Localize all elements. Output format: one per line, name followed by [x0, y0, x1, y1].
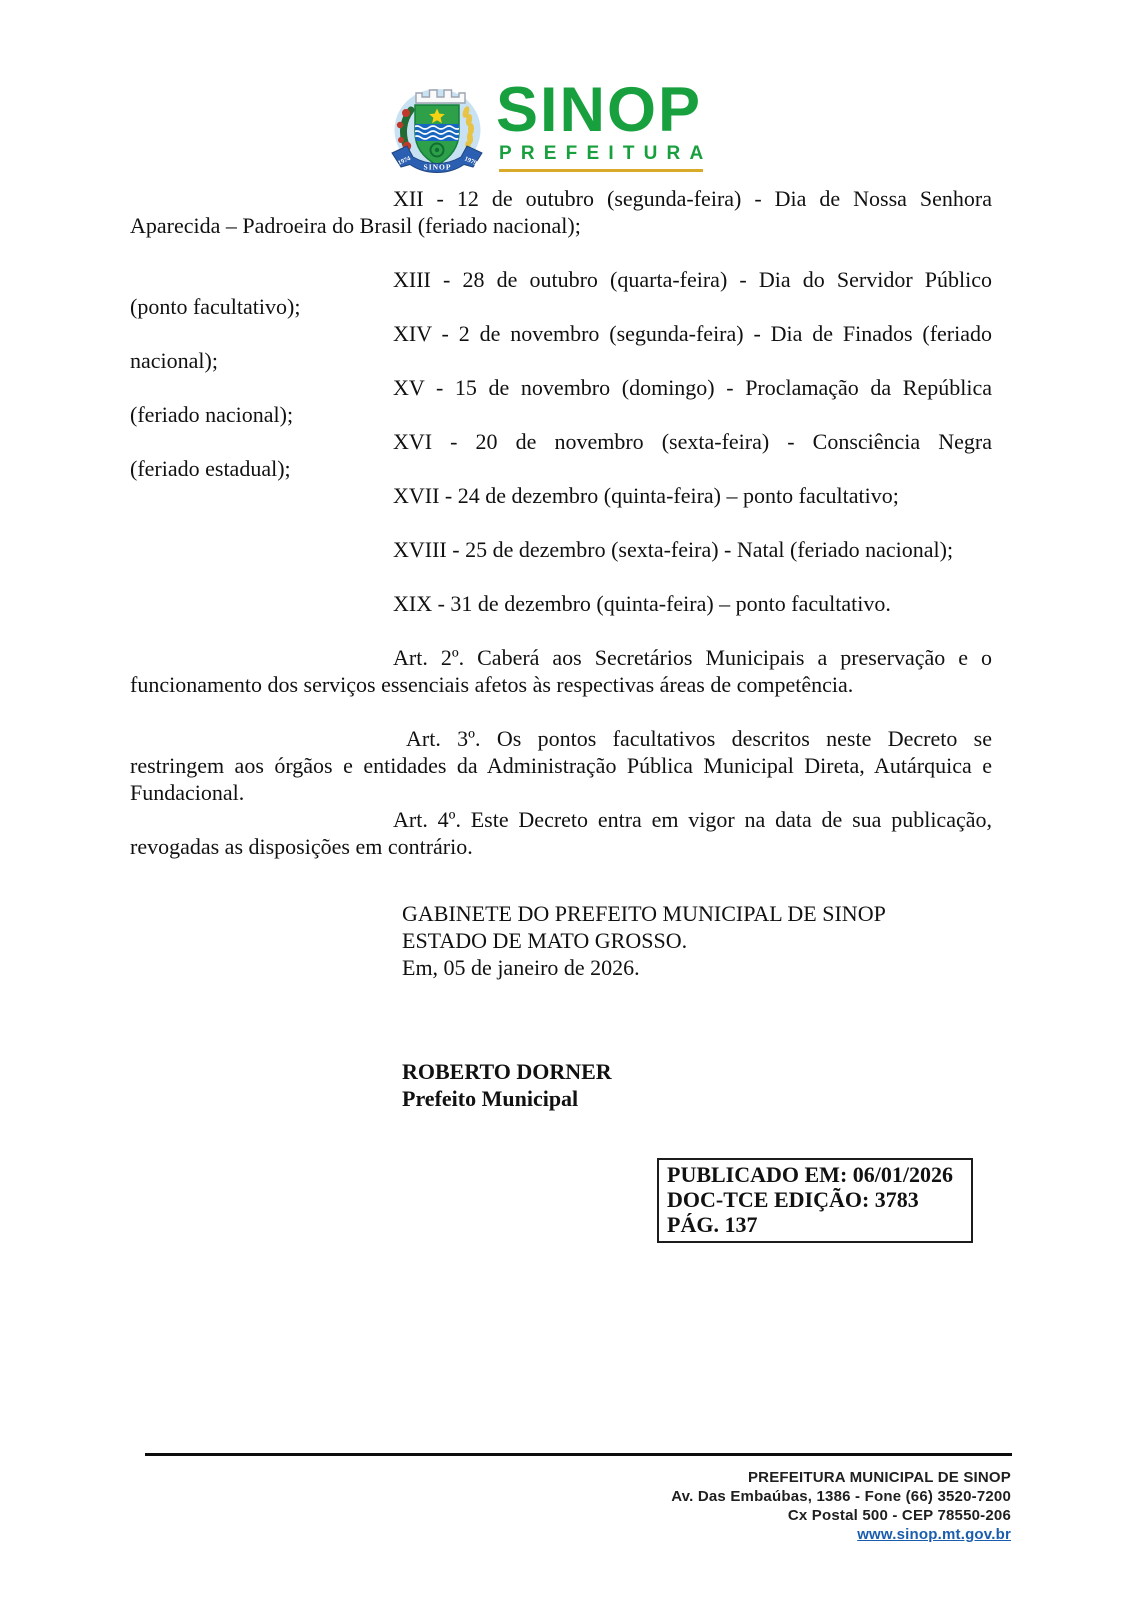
- holiday-item-xvi-line2: (feriado estadual);: [130, 456, 291, 481]
- closing-block: [402, 900, 886, 981]
- article-2-line1: Art. 2º. Caberá aos Secretários Municipais a preservação e o: [393, 645, 992, 670]
- signature-block: [402, 1058, 612, 1112]
- signer-name: ROBERTO DORNER: [402, 1059, 612, 1084]
- sinop-coat-of-arms-icon: [385, 80, 490, 176]
- closing-date: Em, 05 de janeiro de 2026.: [402, 955, 640, 980]
- footer-org: PREFEITURA MUNICIPAL DE SINOP: [747, 1469, 1011, 1486]
- holiday-item-xv-line1: XV - 15 de novembro (domingo) - Proclamação da República: [393, 375, 992, 400]
- holiday-item-xii-line2: Aparecida – Padroeira do Brasil (feriado nacional);: [130, 213, 581, 238]
- holiday-item-xiv-line2: nacional);: [130, 348, 218, 373]
- publication-edition: DOC-TCE EDIÇÃO: 3783: [667, 1187, 919, 1212]
- footer-postal: Cx Postal 500 - CEP 78550-206: [787, 1507, 1011, 1524]
- article-4-line1: Art. 4º. Este Decreto entra em vigor na data de sua publicação,: [393, 807, 992, 832]
- holiday-item-xviii: XVIII - 25 de dezembro (sexta-feira) - Natal (feriado nacional);: [393, 537, 954, 562]
- footer-info: [671, 1468, 1011, 1544]
- article-2-line2: funcionamento dos serviços essenciais afetos às respectivas áreas de competência.: [130, 672, 854, 697]
- publication-date: PUBLICADO EM: 06/01/2026: [667, 1162, 953, 1187]
- closing-estado: ESTADO DE MATO GROSSO.: [402, 928, 688, 953]
- spacer: [130, 509, 992, 536]
- holiday-item-xix: XIX - 31 de dezembro (quinta-feira) – ponto facultativo.: [393, 591, 891, 616]
- footer-address: Av. Das Embaúbas, 1386 - Fone (66) 3520-7200: [671, 1488, 1011, 1505]
- logo-text: [496, 75, 713, 172]
- banner-year-left: 1974: [396, 155, 412, 167]
- logo-gold-rule: [499, 169, 703, 172]
- holiday-item-xii-line1: XII - 12 de outubro (segunda-feira) - Dia de Nossa Senhora: [393, 186, 992, 211]
- publication-box: [657, 1158, 973, 1243]
- footer-website-link[interactable]: www.sinop.mt.gov.br: [857, 1526, 1011, 1543]
- article-3-line1: Art. 3º. Os pontos facultativos descritos neste Decreto se: [406, 726, 992, 751]
- publication-page: PÁG. 137: [667, 1212, 758, 1237]
- spacer: [130, 563, 992, 590]
- article-4-line2: revogadas as disposições em contrário.: [130, 834, 473, 859]
- spacer: [130, 239, 992, 266]
- banner-year-right: 1979: [463, 155, 478, 168]
- banner-name: SINOP: [423, 162, 452, 172]
- holiday-item-xiii-line1: XIII - 28 de outubro (quarta-feira) - Dia do Servidor Público: [393, 267, 992, 292]
- holiday-item-xvii: XVII - 24 de dezembro (quinta-feira) – ponto facultativo;: [393, 483, 899, 508]
- article-3-line3: Fundacional.: [130, 780, 245, 805]
- holiday-item-xvi-line1: XVI - 20 de novembro (sexta-feira) - Consciência Negra: [393, 429, 992, 454]
- holiday-item-xv-line2: (feriado nacional);: [130, 402, 294, 427]
- footer-divider: [145, 1453, 1012, 1456]
- signer-title: Prefeito Municipal: [402, 1086, 579, 1111]
- closing-gabinete: GABINETE DO PREFEITO MUNICIPAL DE SINOP: [402, 901, 886, 926]
- holiday-item-xiii-line2: (ponto facultativo);: [130, 294, 301, 319]
- logo-wordmark: SINOP: [496, 75, 703, 145]
- holiday-item-xiv-line1: XIV - 2 de novembro (segunda-feira) - Dia de Finados (feriado: [393, 321, 992, 346]
- spacer: [130, 698, 992, 725]
- prefeitura-sinop-logo: [385, 75, 713, 176]
- decree-body: [130, 185, 992, 860]
- spacer: [130, 617, 992, 644]
- article-3-line2: restringem aos órgãos e entidades da Administração Pública Municipal Direta, Autárquica e: [130, 753, 992, 778]
- logo-subtitle: PREFEITURA: [499, 143, 713, 164]
